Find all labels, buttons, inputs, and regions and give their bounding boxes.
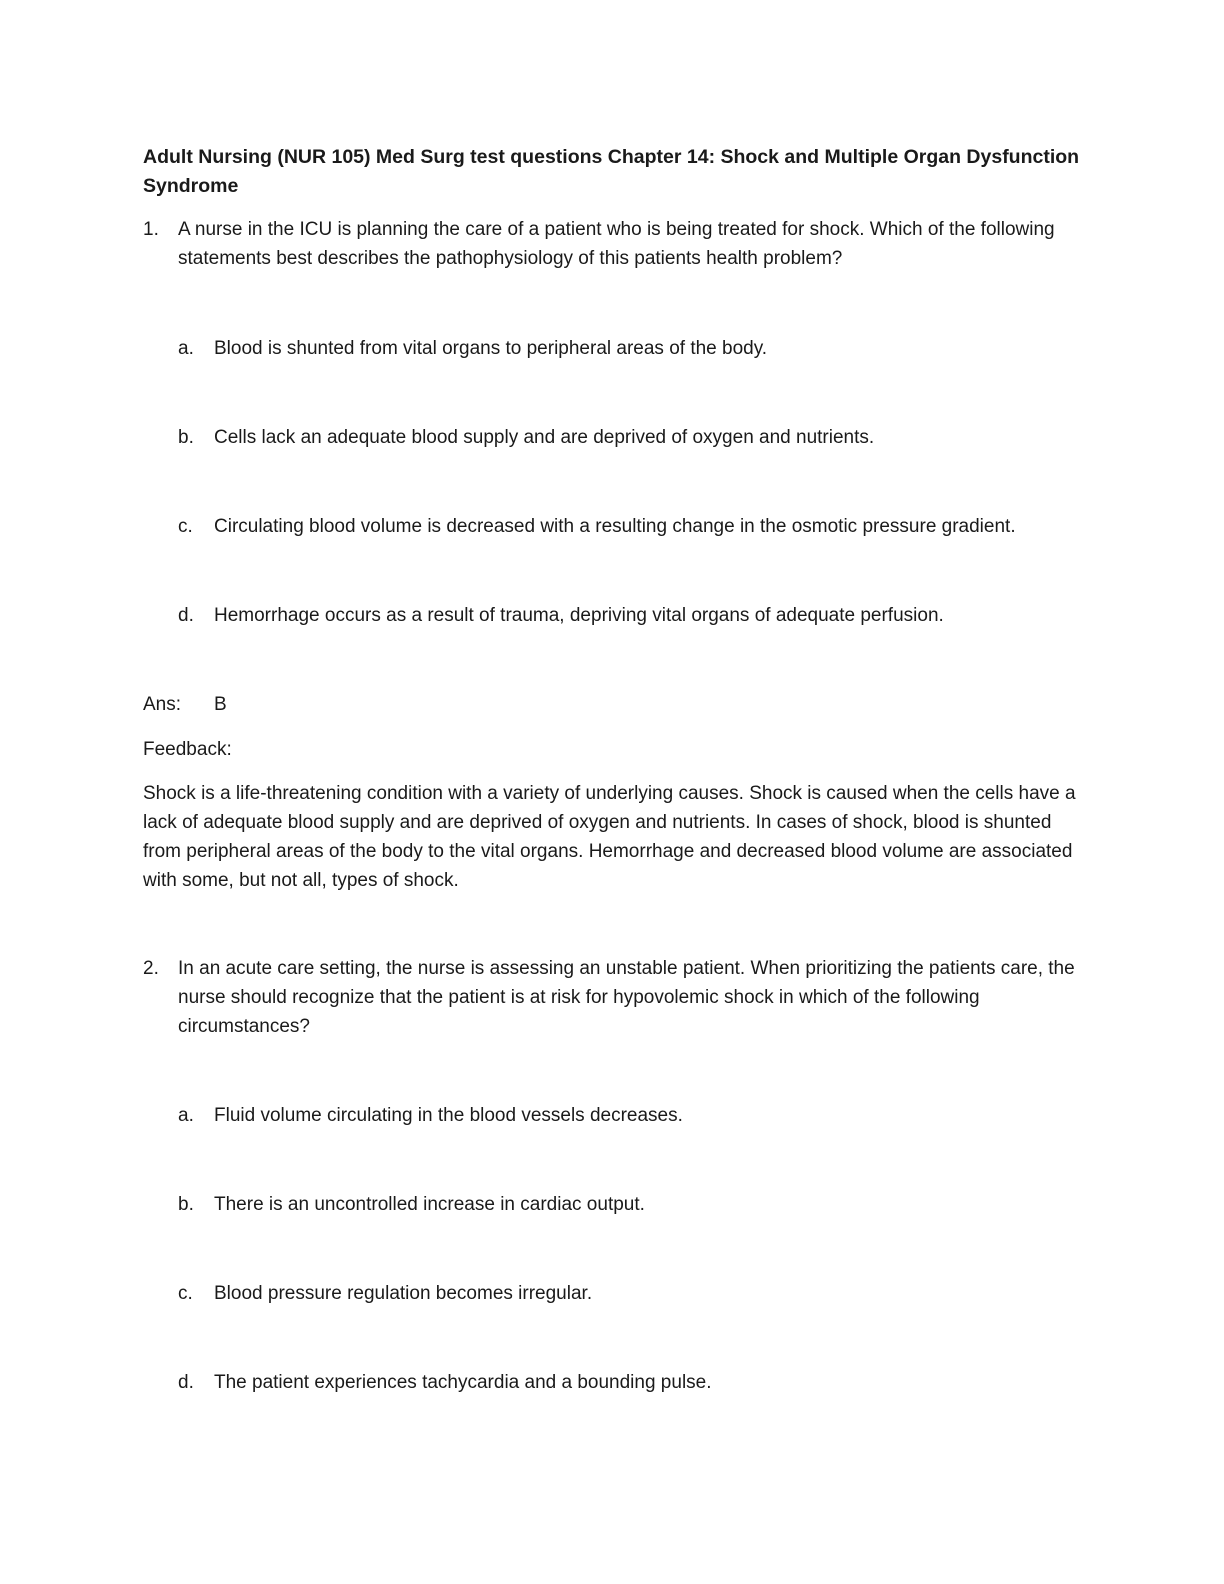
option-letter: a. (178, 338, 194, 359)
option-text: Blood is shunted from vital organs to peripheral areas of the body. (214, 338, 768, 359)
option-letter: c. (178, 1283, 193, 1304)
question-text: A nurse in the ICU is planning the care of a patient who is being treated for shock. Which of the following statements best describes the pathophysiology of this patients health problem? (178, 219, 1055, 269)
option-text: Hemorrhage occurs as a result of trauma, depriving vital organs of adequate perfusion. (214, 605, 944, 626)
feedback-label: Feedback: (143, 739, 232, 760)
option-letter: d. (178, 1372, 194, 1393)
option-text: Fluid volume circulating in the blood vessels decreases. (214, 1105, 683, 1126)
question-number: 1. (143, 219, 159, 240)
feedback-text: Shock is a life-threatening condition with a variety of underlying causes. Shock is caused when the cells have a lack of adequate blood supply and are deprived of oxygen and nutrients. In cases of shock, blood is shunted from peripheral areas of the body to the vital organs. Hemorrhage and decreased blood volume are associated with some, but not all, types of shock. (143, 783, 1076, 891)
document-title: Adult Nursing (NUR 105) Med Surg test questions Chapter 14: Shock and Multiple Organ Dysfunction Syndrome (143, 146, 1080, 197)
answer-label: Ans: (143, 694, 182, 715)
option-text: Circulating blood volume is decreased with a resulting change in the osmotic pressure gradient. (214, 516, 1016, 537)
option-letter: d. (178, 605, 194, 626)
option-letter: b. (178, 1194, 194, 1215)
option-letter: b. (178, 427, 194, 448)
option-text: Cells lack an adequate blood supply and are deprived of oxygen and nutrients. (214, 427, 875, 448)
option-text: There is an uncontrolled increase in cardiac output. (214, 1194, 645, 1215)
option-letter: c. (178, 516, 193, 537)
option-text: Blood pressure regulation becomes irregular. (214, 1283, 593, 1304)
answer-value: B (214, 694, 227, 715)
option-text: The patient experiences tachycardia and a bounding pulse. (214, 1372, 712, 1393)
question-text: In an acute care setting, the nurse is assessing an unstable patient. When prioritizing the patients care, the nurse should recognize that the patient is at risk for hypovolemic shock in which of the following circumstances? (178, 958, 1075, 1037)
option-letter: a. (178, 1105, 194, 1126)
question-number: 2. (143, 958, 159, 979)
